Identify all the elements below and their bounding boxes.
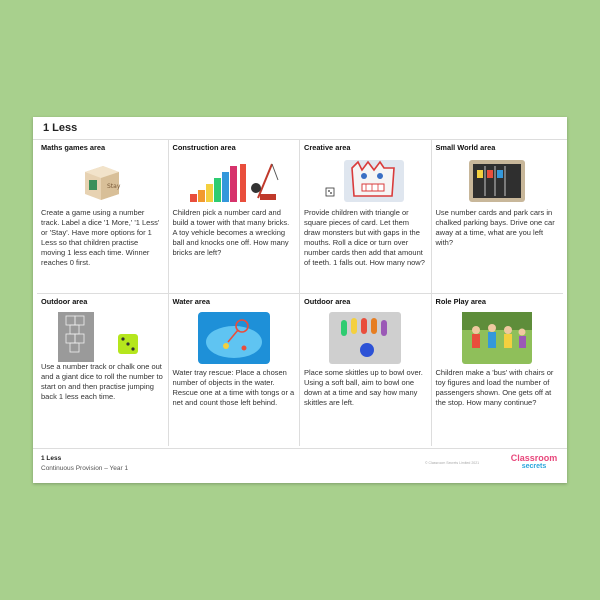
cell-heading: Role Play area	[435, 297, 487, 306]
dice-box-image	[79, 158, 125, 204]
activity-cell-maths-games	[37, 140, 169, 294]
hopscotch-dice-image	[56, 312, 148, 358]
activity-cell-small-world	[432, 140, 564, 294]
cell-heading: Maths games area	[41, 143, 106, 152]
cell-heading: Outdoor area	[304, 297, 351, 306]
water-tray-image	[198, 312, 270, 364]
cell-heading: Construction area	[172, 143, 236, 152]
cell-description: Use number cards and park cars in chalked parking bays. Drive one car away at a time, what are you left with?	[435, 208, 555, 247]
cell-description: Children pick a number card and build a tower with that many bricks. A toy vehicle becomes a wrecking ball and knocks one off. How many bricks are left?	[172, 208, 290, 257]
worksheet	[33, 117, 567, 483]
parking-bays-image	[469, 158, 525, 204]
cell-heading: Small World area	[435, 143, 496, 152]
activity-grid	[37, 140, 563, 446]
page-title: 1 Less	[43, 122, 78, 134]
cell-heading: Water area	[172, 297, 211, 306]
svg-text:Stay: Stay	[107, 183, 121, 190]
logo-line-2: secrets	[521, 463, 547, 470]
cell-description: Use a number track or chalk one out and a giant dice to roll the number to start on and then practise jumping back 1 less each time.	[41, 362, 163, 401]
skittles-image	[329, 312, 401, 364]
cell-description: Water tray rescue: Place a chosen number of objects in the water. Rescue one at a time with tongs or a net and count those left behind.	[172, 368, 295, 407]
activity-cell-role-play	[432, 294, 564, 446]
cell-description: Provide children with triangle or square pieces of card. Let them draw monsters but with gaps in the mouths. Roll a dice or turn over number cards then add that amount of teeth. 1 falls out. How many now?	[304, 208, 425, 267]
logo-line-1: Classroom	[510, 453, 558, 463]
footer-title: 1 Less	[41, 455, 62, 462]
activity-cell-construction	[169, 140, 301, 294]
children-playing-image	[462, 312, 532, 364]
cell-heading: Creative area	[304, 143, 351, 152]
cell-description: Create a game using a number track. Label a dice '1 More,' '1 Less' or 'Stay'. Have more options for 1 Less so that children practise moving 1 less each time. Winner reaches 0 first.	[41, 208, 160, 267]
brick-towers-image	[186, 158, 282, 204]
monster-drawing-image	[322, 158, 408, 204]
cell-heading: Outdoor area	[41, 297, 88, 306]
activity-cell-creative	[300, 140, 432, 294]
copyright-text: © Classroom Secrets Limited 2021	[425, 461, 480, 465]
activity-cell-outdoor-skittles	[300, 294, 432, 446]
footer-subtitle: Continuous Provision – Year 1	[41, 465, 129, 472]
classroom-secrets-logo	[503, 453, 565, 477]
cell-description: Children make a 'bus' with chairs or toy figures and load the number of passengers shown. One gets off at the stop. How many continue?	[435, 368, 554, 407]
cell-description: Place some skittles up to bowl over. Using a soft ball, aim to bowl one down at a time and say how many skittles are left.	[304, 368, 423, 407]
activity-cell-outdoor-hopscotch	[37, 294, 169, 446]
footer-divider	[33, 448, 567, 449]
activity-cell-water	[169, 294, 301, 446]
